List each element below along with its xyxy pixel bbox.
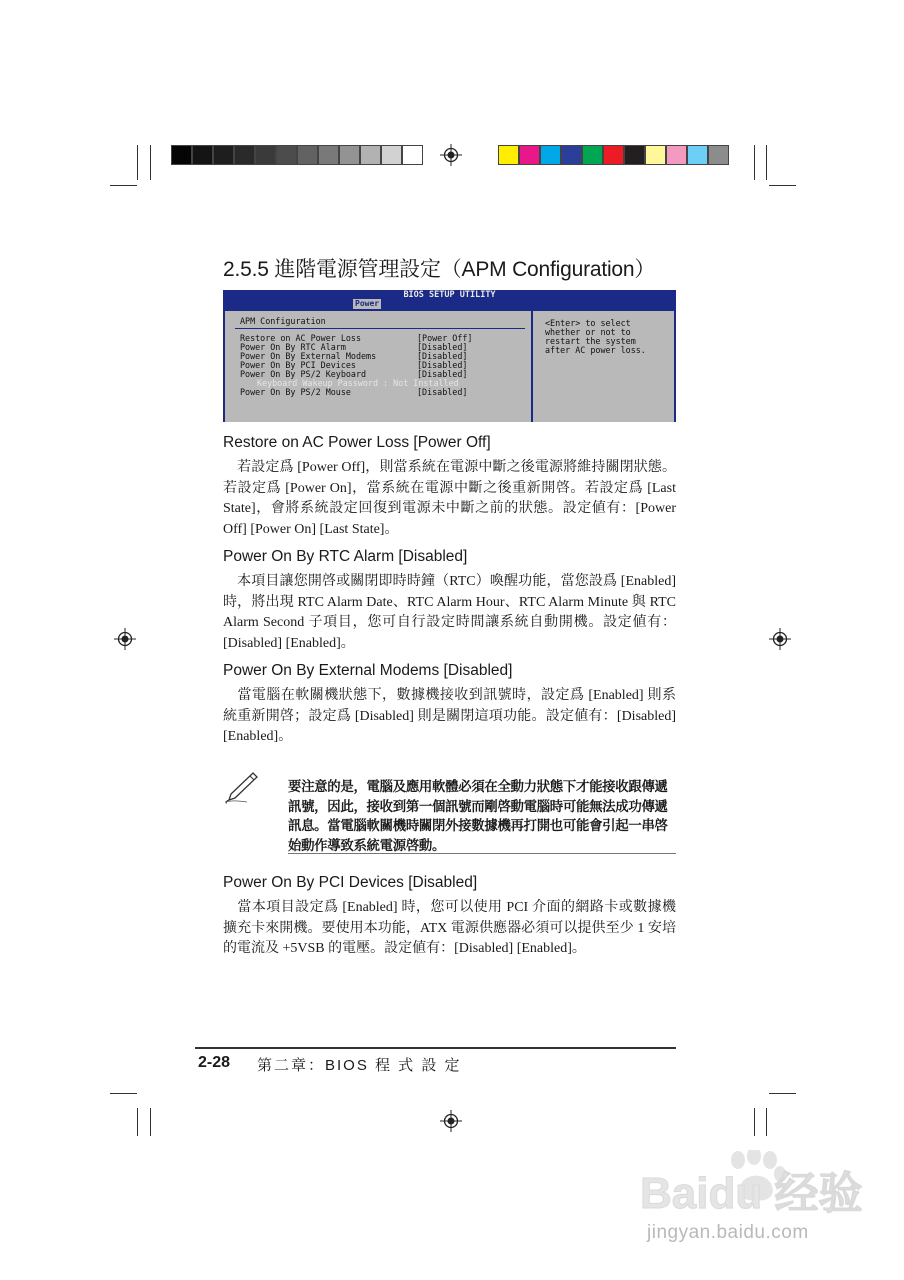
page-number: 2-28 xyxy=(198,1054,231,1071)
footer-divider xyxy=(195,1047,676,1049)
bios-item-label: Power On By PCI Devices xyxy=(240,360,356,370)
bios-item-value: [Disabled] xyxy=(417,342,468,352)
bios-help-line: restart the system xyxy=(545,336,636,346)
subsection-heading: Power On By RTC Alarm [Disabled] xyxy=(223,548,468,565)
grayscale-calibration-bar xyxy=(171,145,423,165)
registration-mark-icon xyxy=(769,628,791,650)
bios-screenshot xyxy=(223,290,676,422)
registration-mark-icon xyxy=(114,628,136,650)
registration-mark-icon xyxy=(440,1110,462,1132)
bios-item-label: Power On By PS/2 Mouse xyxy=(240,387,351,397)
bios-settings-panel xyxy=(223,309,533,422)
bios-item-label: Power On By RTC Alarm xyxy=(240,342,346,352)
bios-item-value: [Disabled] xyxy=(417,351,468,361)
subsection-body: 當本項目設定爲 [Enabled] 時，您可以使用 PCI 介面的網路卡或數據機擴充卡來開機。要使用本功能，ATX 電源供應器必須可以提供至少 1 安培的電流及 +5VSB 的電壓。設定値有：[Disabled] [Enabled]。 xyxy=(223,900,676,956)
note-text: 要注意的是，電腦及應用軟體必須在全動力狀態下才能接收跟傳遞訊號，因此，接收到第一個訊號而剛啓動電腦時可能無法成功傳遞訊息。當電腦軟關機時關閉外接數據機再打開也可能會引起一串啓始動作導致系統電源啓動。 xyxy=(288,779,668,853)
bios-item-label: Power On By PS/2 Keyboard xyxy=(240,369,367,379)
bios-help-line: after AC power loss. xyxy=(545,345,646,355)
bios-help-line: <Enter> to select xyxy=(545,318,631,328)
color-calibration-bar xyxy=(498,145,729,165)
chapter-title: 第二章：BIOS 程 式 設 定 xyxy=(257,1057,462,1074)
bios-divider xyxy=(235,328,525,329)
watermark-brand: Baidu 经验 xyxy=(640,1169,863,1218)
bios-item-value: [Power Off] xyxy=(417,333,473,343)
bios-item-label: Restore on AC Power Loss xyxy=(240,333,362,343)
subsection-body: 本項目讓您開啓或關閉即時時鐘（RTC）喚醒功能，當您設爲 [Enabled] 時，將出現 RTC Alarm Date、RTC Alarm Hour、RTC Alarm Minute 與 RTC Alarm Second 子項目，您可自行設定時間讓系統自動開機。設定値有：[Disabled] [Enabled]。 xyxy=(223,574,676,651)
section-title: 2.5.5 進階電源管理設定（APM Configuration） xyxy=(223,258,656,281)
bios-help-line: whether or not to xyxy=(545,327,631,337)
subsection-heading: Restore on AC Power Loss [Power Off] xyxy=(223,434,491,451)
note-divider xyxy=(288,853,676,854)
subsection-body: 若設定爲 [Power Off]，則當系統在電源中斷之後電源將維持關閉狀態。若設定爲 [Power On]，當系統在電源中斷之後重新開啓。若設定爲 [Last State]，會將系統設定回復到電源未中斷之前的狀態。設定値有：[Power Off] [Power On] [Last State]。 xyxy=(223,460,676,537)
bios-panel-title: APM Configuration xyxy=(240,316,326,326)
subsection-heading: Power On By External Modems [Disabled] xyxy=(223,662,513,679)
bios-item-value: [Disabled] xyxy=(417,369,468,379)
bios-header-title: BIOS SETUP UTILITY xyxy=(403,290,496,300)
bios-item-label: Power On By External Modems xyxy=(240,351,377,361)
bios-tab-power: Power xyxy=(355,299,380,308)
watermark-url: jingyan.baidu.com xyxy=(647,1222,809,1243)
bios-item-value: [Disabled] xyxy=(417,360,468,370)
pen-note-icon xyxy=(223,770,259,804)
bios-item-value: [Disabled] xyxy=(417,387,468,397)
subsection-body: 當電腦在軟關機狀態下，數據機接收到訊號時，設定爲 [Enabled] 則系統重新開啓；設定爲 [Disabled] 則是關閉這項功能。設定値有：[Disabled] [Enabled]。 xyxy=(223,688,676,744)
bios-inactive-item: Keyboard Wakeup Password : Not Installed xyxy=(257,378,459,388)
subsection-heading: Power On By PCI Devices [Disabled] xyxy=(223,874,478,891)
registration-mark-icon xyxy=(440,144,462,166)
bios-help-panel xyxy=(531,309,676,422)
